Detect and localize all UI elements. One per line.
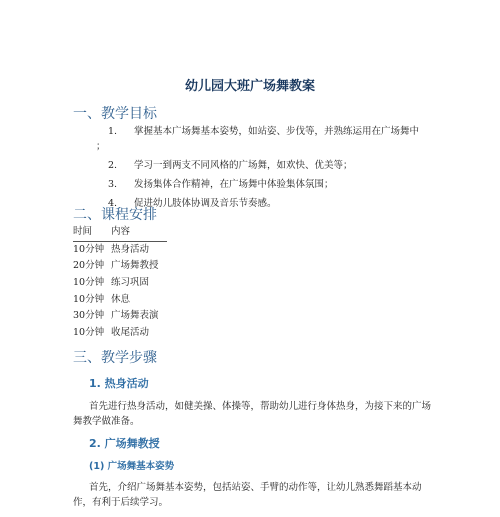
section-heading-objectives: 一、教学目标 [73,106,157,122]
cell-time: 30分钟 [73,310,105,322]
cell-content: 休息 [111,293,131,305]
table-row [73,325,167,342]
list-item-text: 促进幼儿肢体协调及音乐节奏感。 [134,198,277,209]
list-item [0,158,500,173]
list-item [0,177,500,192]
cell-time: 10分钟 [73,293,105,305]
cell-content: 热身活动 [111,243,150,255]
column-header-content: 内容 [111,224,167,241]
section-heading-schedule: 二、课程安排 [73,207,157,223]
cell-content: 练习巩固 [111,277,150,289]
document-title: 幼儿园大班广场舞教案 [184,79,315,94]
table-row [73,308,167,325]
list-item-text: 掌握基本广场舞基本姿势，如站姿、步伐等，并熟练运用在广场舞中 [134,126,420,137]
table-row [73,241,167,258]
list-item-tail: ； [96,141,106,152]
cell-time: 10分钟 [73,243,105,255]
list-item-text: 发扬集体合作精神，在广场舞中体验集体氛围； [134,179,334,190]
list-number: 4. [108,198,118,209]
column-header-time: 时间 [73,224,111,241]
cell-time: 10分钟 [73,277,105,289]
cell-time: 20分钟 [73,260,105,272]
list-number: 2. [108,160,118,171]
cell-content: 收尾活动 [111,326,150,338]
list-item [0,124,500,154]
objectives-list [0,124,500,215]
step-heading-warmup: 1. 热身活动 [89,377,149,390]
substep-heading-basic-posture: (1) 广场舞基本姿势 [89,461,175,472]
cell-content: 广场舞教授 [111,260,159,272]
step-heading-teaching: 2. 广场舞教授 [89,437,160,450]
cell-content: 广场舞表演 [111,310,159,322]
cell-time: 10分钟 [73,326,105,338]
substep-paragraph-basic-posture: 首先，介绍广场舞基本姿势，包括站姿、手臂的动作等，让幼儿熟悉舞蹈基本动作，有利于后续学习。 [73,482,422,508]
list-number: 1. [108,126,118,137]
schedule-table [73,224,167,341]
list-item-text: 学习一到两支不同风格的广场舞，如欢快、优美等； [134,160,353,171]
table-row [73,258,167,275]
table-header-row [73,224,167,241]
table-row [73,291,167,308]
step-paragraph-warmup: 首先进行热身活动，如健美操、体操等，帮助幼儿进行身体热身，为接下来的广场舞教学做准备。 [73,401,432,427]
section-heading-steps: 三、教学步骤 [73,350,157,366]
list-number: 3. [108,179,118,190]
table-row [73,275,167,292]
